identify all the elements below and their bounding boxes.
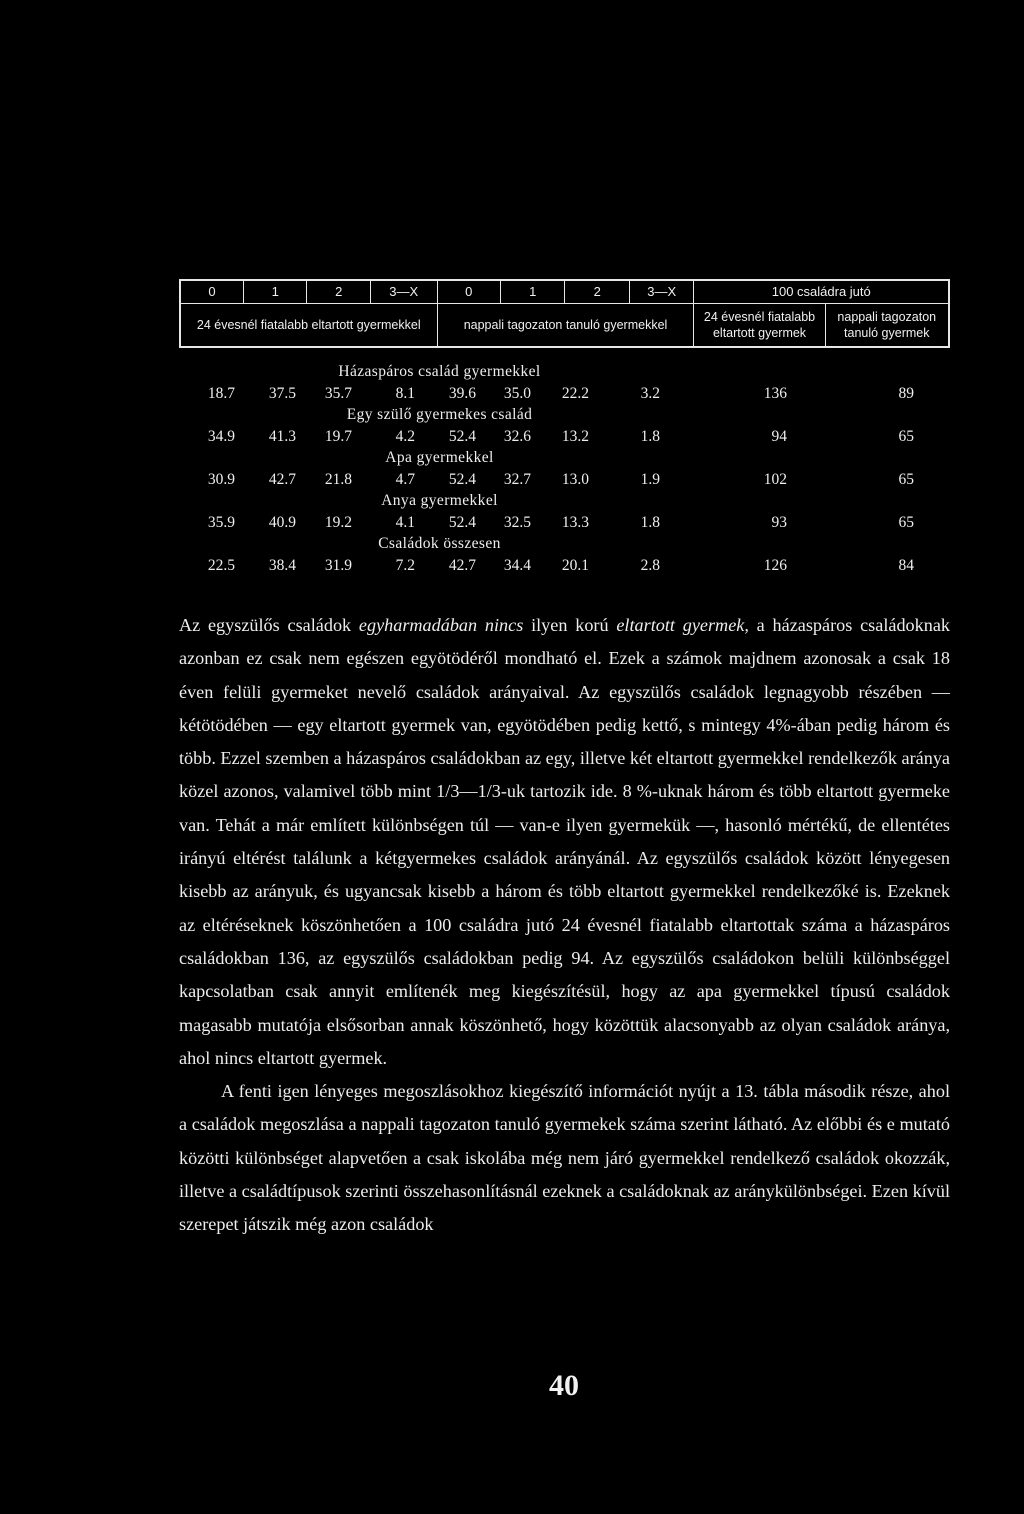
- table-cell: 41.3: [268, 428, 296, 445]
- table-cell: 1.8: [640, 514, 660, 531]
- page-number: 40: [549, 1369, 579, 1402]
- table-cell: 136: [763, 385, 787, 402]
- table-cell: 94: [771, 428, 787, 445]
- table-cell: 40.9: [268, 514, 296, 531]
- paragraph-1: [179, 609, 950, 1075]
- header-per100-title: 100 családra jutó: [694, 280, 949, 304]
- header-count-a-0: 0: [180, 280, 243, 304]
- table-cell: 32.6: [503, 428, 531, 445]
- table-cell: 42.7: [448, 557, 476, 574]
- table-cell: 65: [898, 471, 914, 488]
- section-title: Anya gyermekkel: [381, 492, 498, 509]
- table-cell: 22.5: [207, 557, 235, 574]
- text-span: a házaspáros családoknak azonban ez csak nem egészen egyötödéről mondható el. Ezek a számok majdnem azonosak a csak 18 éven felüli gyermeket nevelő családok arányaival. Az egyszülős családok legnagyobb részében — kétötödében — egy eltartott gyermek van, egyötödében pedig kettő, s mintegy 4%-ában pedig három és több. Ezzel szemben a házaspáros családokban az egy, illetve két eltartott gyermekkel rendelkezők aránya közel azonos, valamivel több mint 1/3—1/3-uk tartozik ide. 8 %-uknak három és több eltartott gyermeke van. Tehát a már említett különbségen túl — van-e ilyen gyermekük —, hasonló mértékű, de ellentétes irányú eltérést találunk a kétgyermekes családok arányánál. Az egyszülős családok között lényegesen kisebb az arányuk, és ugyancsak kisebb a három és több eltartott gyermekkel rendelkezőké is. Ezeknek az eltéréseknek köszönhetően a 100 családra jutó 24 évesnél fiatalabb eltartottak száma a házaspáros családokban 136, az egyszülős családokban pedig 94. Az egyszülős családokon belüli különbséggel kapcsolatban csak annyit említenék meg kiegészítésül, hogy az apa gyermekkel típusú családok magasabb mutatója elsősorban annak köszönhető, hogy közöttük alacsonyabb az olyan családok aránya, ahol nincs eltartott gyermek.: [179, 615, 950, 1068]
- table-cell: 30.9: [207, 471, 235, 488]
- table-section: [179, 534, 950, 577]
- table-cell: 65: [898, 514, 914, 531]
- paragraph-2: A fenti igen lényeges megoszlásokhoz kiegészítő információt nyújt a 13. tábla második része, ahol a családok megoszlása a nappali tagozaton tanuló gyermekek száma szerint látható. Az előbbi és e mutató közötti különbséget alapvetően a csak iskolába még nem járó gyermekkel rendelkező családok okozzák, illetve a családtípusok szerinti összehasonlításnál ezeknek a családoknak az aránykülönbségei. Ezen kívül szerepet játszik még azon családok: [179, 1081, 950, 1235]
- table-row: [179, 384, 950, 404]
- table-cell: 37.5: [268, 385, 296, 402]
- table-cell: 20.1: [561, 557, 589, 574]
- header-count-b-0: 0: [437, 280, 500, 304]
- table-cell: 102: [763, 471, 787, 488]
- header-count-b-2: 2: [565, 280, 630, 304]
- table-section: [179, 405, 950, 448]
- table-cell: 32.5: [503, 514, 531, 531]
- table-cell: 89: [898, 385, 914, 402]
- table-header: [179, 279, 950, 348]
- table-cell: 52.4: [448, 514, 476, 531]
- table-cell: 39.6: [448, 385, 476, 402]
- table-cell: 7.2: [395, 557, 415, 574]
- table-cell: 32.7: [503, 471, 531, 488]
- table-cell: 65: [898, 428, 914, 445]
- header-count-a-1: 1: [243, 280, 306, 304]
- table-cell: 34.4: [503, 557, 531, 574]
- table-cell: 4.1: [395, 514, 415, 531]
- header-per100-b: nappali tagozaton tanuló gyermek: [825, 304, 949, 348]
- table-cell: 35.9: [207, 514, 235, 531]
- table-cell: 1.8: [640, 428, 660, 445]
- table-cell: 38.4: [268, 557, 296, 574]
- table-cell: 35.7: [324, 385, 352, 402]
- table-cell: 18.7: [207, 385, 235, 402]
- table-row: [179, 470, 950, 490]
- table-cell: 52.4: [448, 428, 476, 445]
- table-cell: 31.9: [324, 557, 352, 574]
- table-cell: 42.7: [268, 471, 296, 488]
- table-cell: 19.7: [324, 428, 352, 445]
- header-per100-a: 24 évesnél fiatalabb eltartott gyermek: [694, 304, 825, 348]
- table-cell: 13.0: [561, 471, 589, 488]
- table-cell: 35.0: [503, 385, 531, 402]
- italic-phrase: egyharmadában nincs: [358, 615, 524, 635]
- table-body: [179, 362, 950, 577]
- table-cell: 52.4: [448, 471, 476, 488]
- header-count-b-3: 3—X: [629, 280, 694, 304]
- header-count-a-2: 2: [307, 280, 370, 304]
- table-row: [179, 556, 950, 576]
- text-span: Az egyszülős családok: [179, 615, 359, 635]
- section-title: Házaspáros család gyermekkel: [338, 363, 541, 380]
- table-cell: 2.8: [640, 557, 660, 574]
- text-span: ilyen korú: [523, 615, 617, 635]
- table-cell: 22.2: [561, 385, 589, 402]
- table-cell: 1.9: [640, 471, 660, 488]
- section-title: Egy szülő gyermekes család: [346, 406, 533, 423]
- table-section: [179, 448, 950, 491]
- table-cell: 13.2: [561, 428, 589, 445]
- table-cell: 3.2: [640, 385, 660, 402]
- table-cell: 126: [763, 557, 787, 574]
- table-cell: 84: [898, 557, 914, 574]
- table-cell: 13.3: [561, 514, 589, 531]
- table-cell: 19.2: [324, 514, 352, 531]
- table-cell: 4.2: [395, 428, 415, 445]
- section-title: Családok összesen: [378, 535, 501, 552]
- header-count-b-1: 1: [500, 280, 565, 304]
- section-title: Apa gyermekkel: [385, 449, 494, 466]
- table-cell: 4.7: [395, 471, 415, 488]
- table-row: [179, 427, 950, 447]
- table-section: [179, 491, 950, 534]
- table-cell: 34.9: [207, 428, 235, 445]
- header-group-a: 24 évesnél fiatalabb eltartott gyermekkel: [180, 304, 437, 348]
- header-count-a-3: 3—X: [370, 280, 437, 304]
- italic-phrase: eltartott gyermek,: [616, 615, 749, 635]
- table-section: [179, 362, 950, 405]
- body-text: [179, 609, 950, 1242]
- table-cell: 21.8: [324, 471, 352, 488]
- table-row: [179, 513, 950, 533]
- table-cell: 8.1: [395, 385, 415, 402]
- header-group-b: nappali tagozaton tanuló gyermekkel: [437, 304, 694, 348]
- table-cell: 93: [771, 514, 787, 531]
